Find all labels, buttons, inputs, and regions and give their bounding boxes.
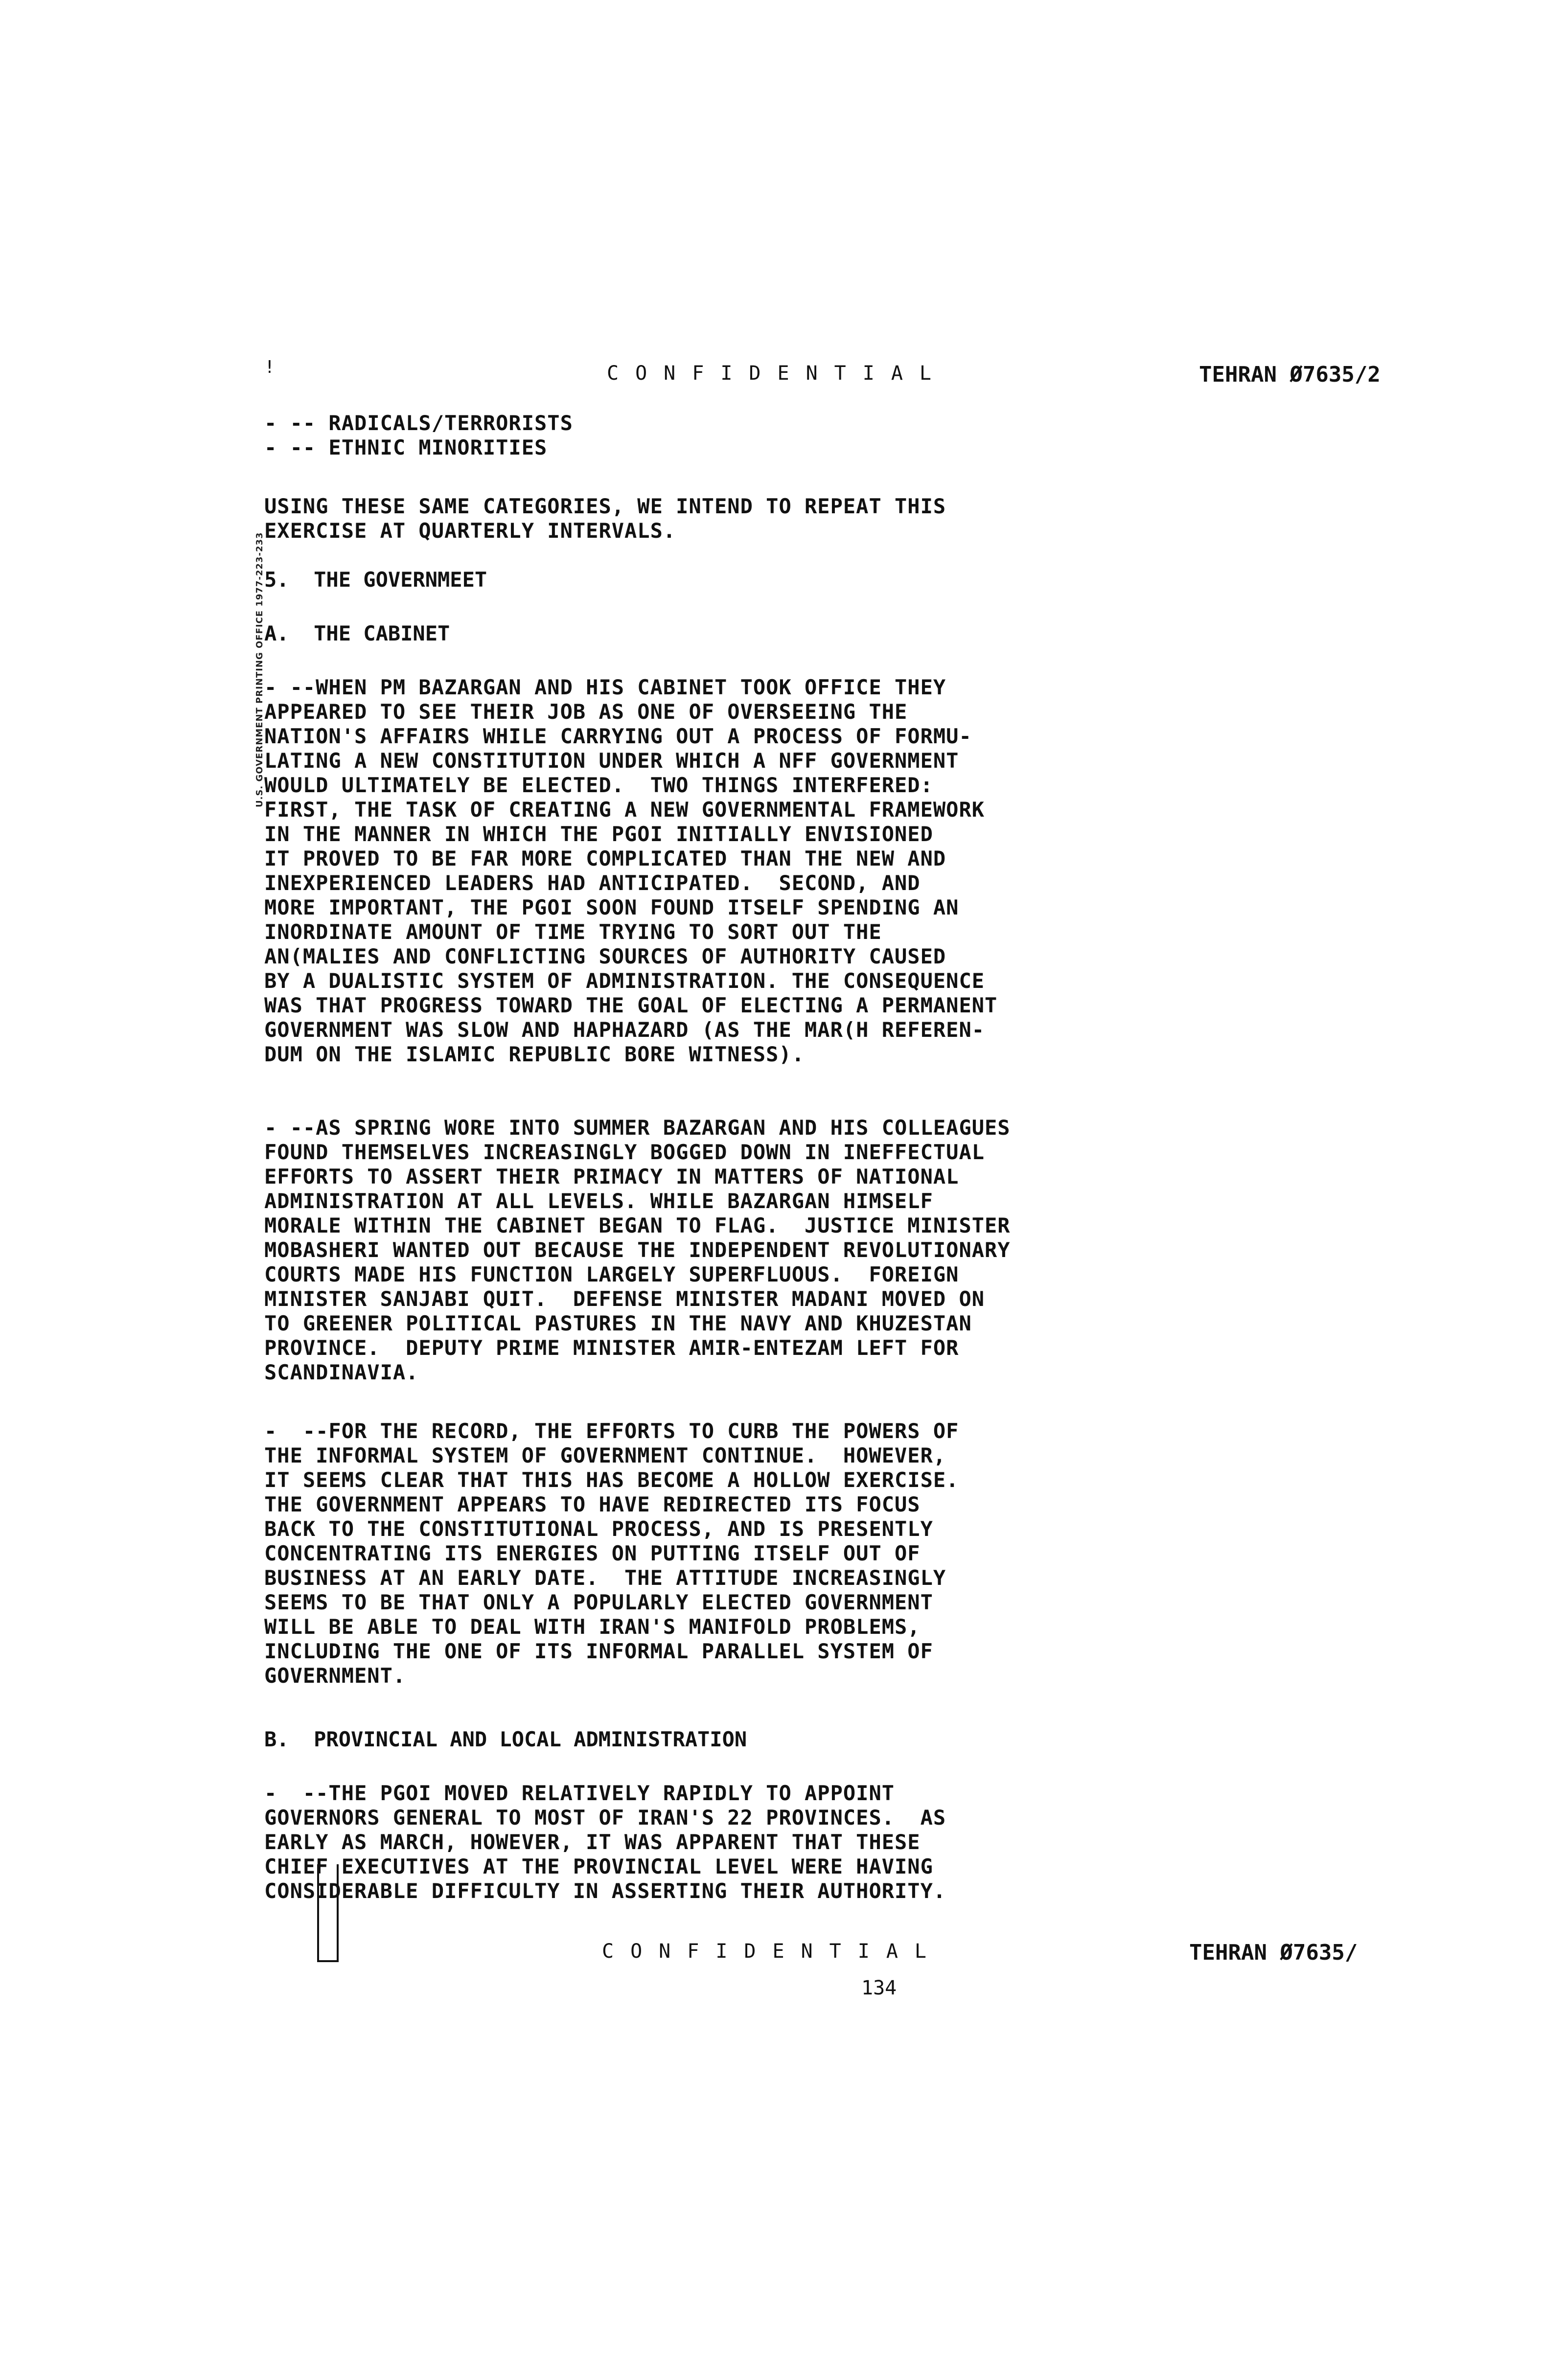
- margin-tick-mark: !: [264, 357, 275, 377]
- header-reference: TEHRAN Ø7635/2: [1199, 362, 1381, 387]
- section-a-heading: A. THE CABINET: [264, 621, 450, 645]
- paragraph-spring-summer: - --AS SPRING WORE INTO SUMMER BAZARGAN AND HIS COLLEAGUES FOUND THEMSELVES INCREASINGLY BOGGED DOWN IN INEFFECTUAL EFFORTS TO ASSERT THEIR PRIMACY IN MATTERS OF NATIONAL ADMINISTRATION AT ALL LEVELS. WHILE BAZARGAN HIMSELF MORALE WITHIN THE CABINET BEGAN TO FLAG. JUSTICE MINISTER MOBASHERI WANTED OUT BECAUSE THE INDEPENDENT REVOLUTIONARY COURTS MADE HIS FUNCTION LARGELY SUPERFLUOUS. FOREIGN MINISTER SANJABI QUIT. DEFENSE MINISTER MADANI MOVED ON TO GREENER POLITICAL PASTURES IN THE NAVY AND KHUZESTAN PROVINCE. DEPUTY PRIME MINISTER AMIR-ENTEZAM LEFT FOR SCANDINAVIA.: [264, 1116, 1011, 1384]
- footer-reference: TEHRAN Ø7635/: [1189, 1940, 1358, 1965]
- page-number: 134: [861, 1977, 897, 1999]
- section-b-heading: B. PROVINCIAL AND LOCAL ADMINISTRATION: [264, 1727, 747, 1751]
- printing-office-stamp: U.S. GOVERNMENT PRINTING OFFICE 1977-223-233: [254, 532, 265, 807]
- footer-classification: CONFIDENTIAL: [602, 1940, 943, 1963]
- paragraph-for-the-record: - --FOR THE RECORD, THE EFFORTS TO CURB THE POWERS OF THE INFORMAL SYSTEM OF GOVERNMENT CONTINUE. HOWEVER, IT SEEMS CLEAR THAT THIS HAS BECOME A HOLLOW EXERCISE. THE GOVERNMENT APPEARS TO HAVE REDIRECTED ITS FOCUS BACK TO THE CONSTITUTIONAL PROCESS, AND IS PRESENTLY CONCENTRATING ITS ENERGIES ON PUTTING ITSELF OUT OF BUSINESS AT AN EARLY DATE. THE ATTITUDE INCREASINGLY SEEMS TO BE THAT ONLY A POPULARLY ELECTED GOVERNMENT WILL BE ABLE TO DEAL WITH IRAN'S MANIFOLD PROBLEMS, INCLUDING THE ONE OF ITS INFORMAL PARALLEL SYSTEM OF GOVERNMENT.: [264, 1419, 959, 1688]
- list-items: - -- RADICALS/TERRORISTS - -- ETHNIC MINORITIES: [264, 411, 573, 459]
- paragraph-provincial: - --THE PGOI MOVED RELATIVELY RAPIDLY TO APPOINT GOVERNORS GENERAL TO MOST OF IRAN'S 22 PROVINCES. AS EARLY AS MARCH, HOWEVER, IT WAS APPARENT THAT THESE CHIEF EXECUTIVES AT THE PROVINCIAL LEVEL WERE HAVING CONSIDERABLE DIFFICULTY IN ASSERTING THEIR AUTHORITY.: [264, 1781, 946, 1903]
- paragraph-cabinet-office: - --WHEN PM BAZARGAN AND HIS CABINET TOOK OFFICE THEY APPEARED TO SEE THEIR JOB AS ONE OF OVERSEEING THE NATION'S AFFAIRS WHILE CARRYING OUT A PROCESS OF FORMU- LATING A NEW CONSTITUTION UNDER WHICH A NFF GOVERNMENT WOULD ULTIMATELY BE ELECTED. TWO THINGS INTERFERED: FIRST, THE TASK OF CREATING A NEW GOVERNMENTAL FRAMEWORK IN THE MANNER IN WHICH THE PGOI INITIALLY ENVISIONED IT PROVED TO BE FAR MORE COMPLICATED THAN THE NEW AND INEXPERIENCED LEADERS HAD ANTICIPATED. SECOND, AND MORE IMPORTANT, THE PGOI SOON FOUND ITSELF SPENDING AN INORDINATE AMOUNT OF TIME TRYING TO SORT OUT THE AN(MALIES AND CONFLICTING SOURCES OF AUTHORITY CAUSED BY A DUALISTIC SYSTEM OF ADMINISTRATION. THE CONSEQUENCE WAS THAT PROGRESS TOWARD THE GOAL OF ELECTING A PERMANENT GOVERNMENT WAS SLOW AND HAPHAZARD (AS THE MAR(H REFEREN- DUM ON THE ISLAMIC REPUBLIC BORE WITNESS).: [264, 675, 998, 1066]
- intro-paragraph: USING THESE SAME CATEGORIES, WE INTEND TO REPEAT THIS EXERCISE AT QUARTERLY INTERVALS.: [264, 494, 946, 543]
- section-5-heading: 5. THE GOVERNMEET: [264, 568, 487, 592]
- margin-bracket-mark: [317, 1864, 339, 1962]
- header-classification: CONFIDENTIAL: [607, 362, 948, 385]
